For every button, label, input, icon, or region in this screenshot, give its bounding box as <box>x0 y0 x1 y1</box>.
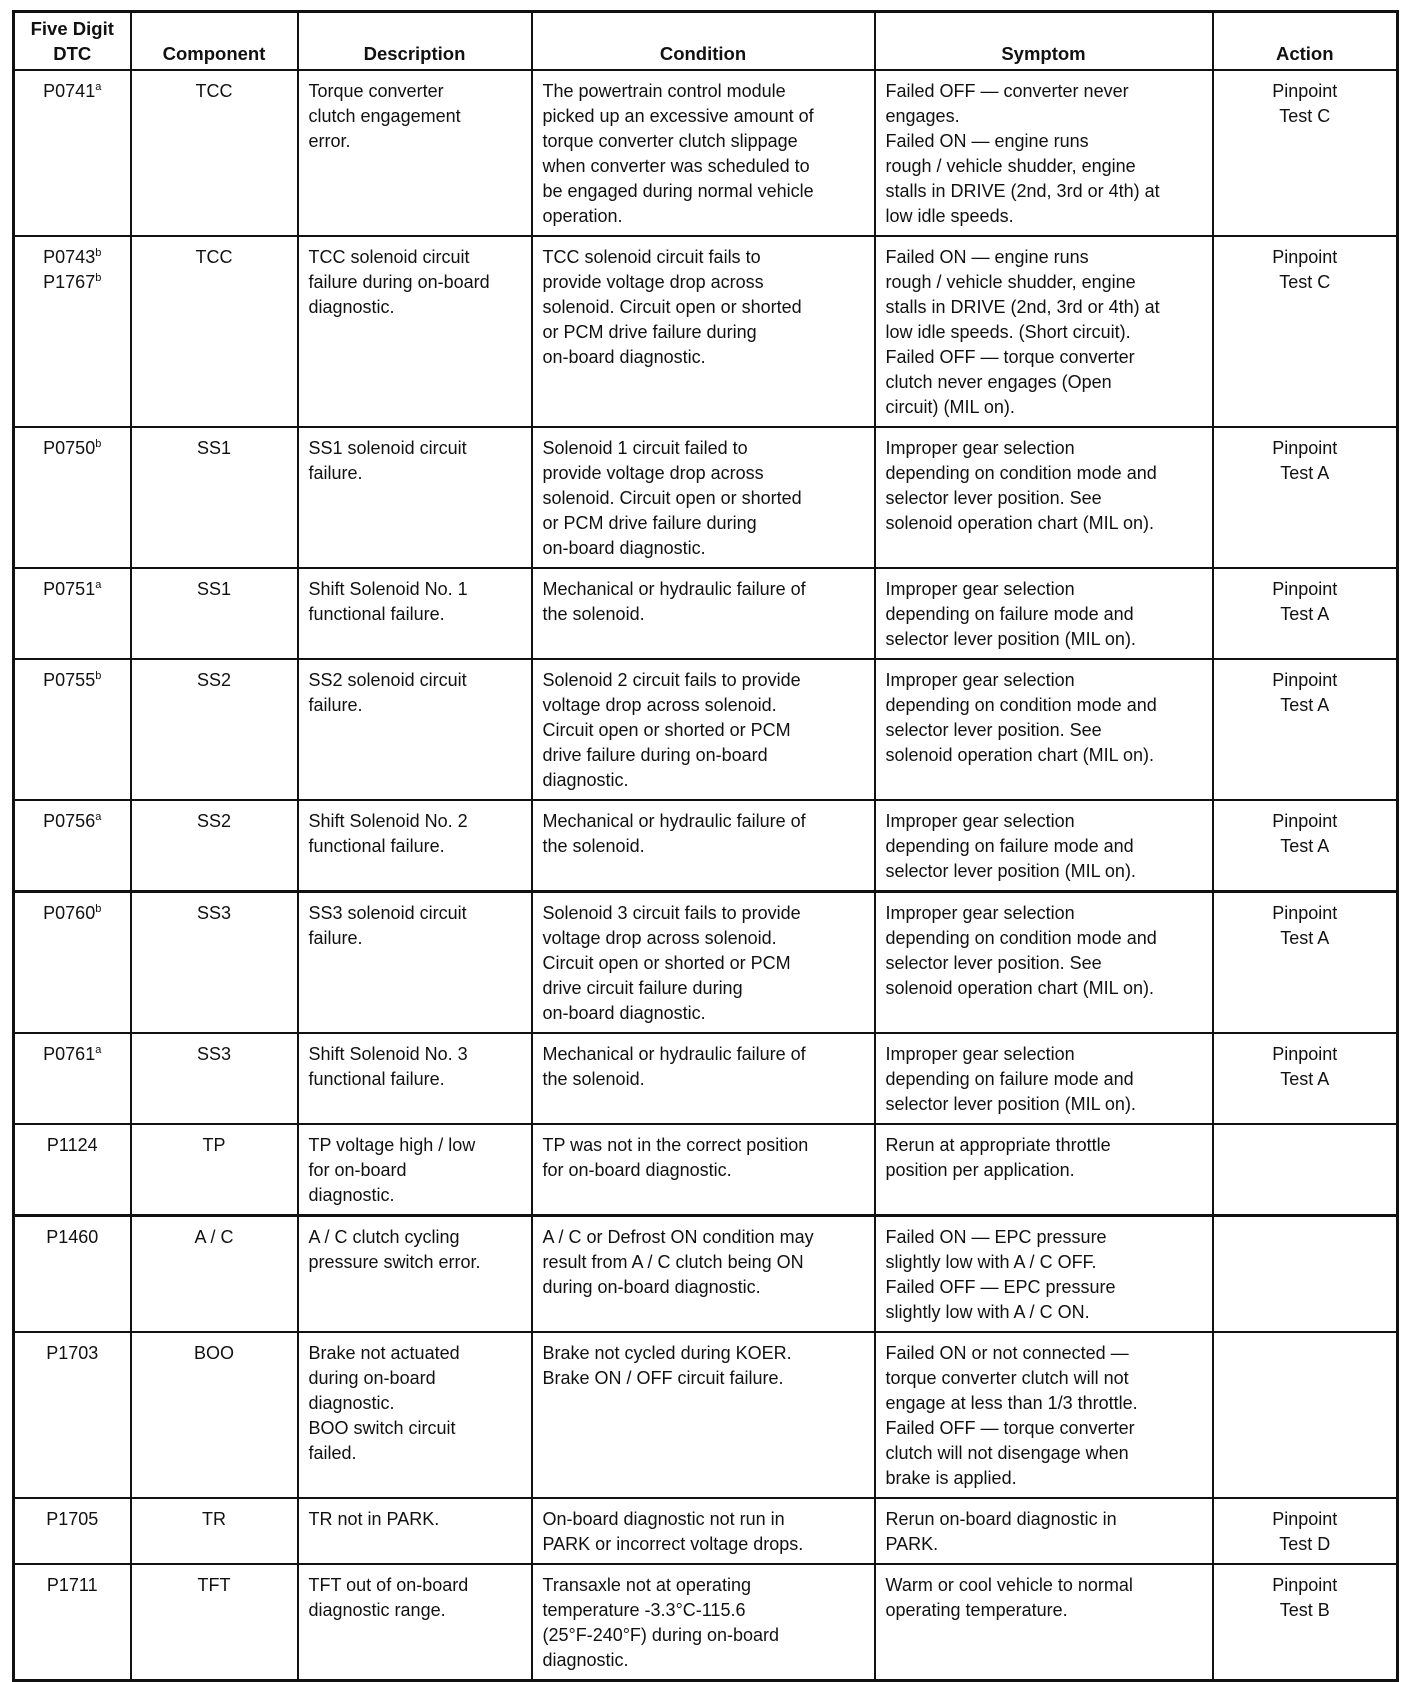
action-cell <box>1213 1564 1398 1681</box>
dtc-footnote-mark: b <box>95 271 102 284</box>
action-line: Test A <box>1280 927 1330 948</box>
condition-line: Mechanical or hydraulic failure of <box>542 810 806 831</box>
symptom-line: depending on failure mode and <box>885 835 1134 856</box>
dtc-table-page <box>12 10 1396 1670</box>
condition-cell <box>532 891 875 1033</box>
condition-line: solenoid. Circuit open or shorted <box>542 296 802 317</box>
condition-cell <box>532 800 875 892</box>
symptom-cell <box>875 800 1213 892</box>
symptom-cell <box>875 1498 1213 1564</box>
description-line: Brake not actuated <box>308 1342 460 1363</box>
symptom-line: slightly low with A / C ON. <box>885 1301 1090 1322</box>
symptom-line: selector lever position (MIL on). <box>885 628 1136 649</box>
condition-line: Solenoid 1 circuit failed to <box>542 437 748 458</box>
dtc-code <box>25 577 120 602</box>
symptom-line: Failed OFF — torque converter <box>885 346 1135 367</box>
header-action: Action <box>1213 12 1398 70</box>
dtc-code <box>25 809 120 834</box>
symptom-line: slightly low with A / C OFF. <box>885 1251 1097 1272</box>
symptom-line: depending on condition mode and <box>885 462 1157 483</box>
symptom-line: depending on failure mode and <box>885 603 1134 624</box>
action-cell <box>1213 427 1398 568</box>
action-cell <box>1213 891 1398 1033</box>
condition-cell <box>532 1215 875 1332</box>
dtc-code-cell <box>14 236 131 427</box>
description-cell <box>298 800 532 892</box>
symptom-line: rough / vehicle shudder, engine <box>885 155 1136 176</box>
condition-line: torque converter clutch slippage <box>542 130 798 151</box>
condition-line: diagnostic. <box>542 1649 629 1670</box>
action-line: Pinpoint <box>1272 246 1338 267</box>
condition-line: Circuit open or shorted or PCM <box>542 719 791 740</box>
description-line: functional failure. <box>308 603 445 624</box>
dtc-footnote-mark: a <box>95 1043 102 1056</box>
symptom-line: Rerun on-board diagnostic in <box>885 1508 1117 1529</box>
table-row <box>14 1498 1398 1564</box>
condition-line: on-board diagnostic. <box>542 1002 706 1023</box>
dtc-footnote-mark: a <box>95 80 102 93</box>
table-row <box>14 1124 1398 1216</box>
dtc-code <box>25 1507 120 1532</box>
symptom-cell <box>875 1124 1213 1216</box>
dtc-code-text: P1124 <box>46 1134 98 1155</box>
component-cell: SS1 <box>131 568 298 659</box>
dtc-code-text: P0755 <box>43 669 96 690</box>
dtc-code-cell <box>14 70 131 236</box>
action-line: Pinpoint <box>1272 80 1338 101</box>
table-row <box>14 1332 1398 1498</box>
condition-line: Mechanical or hydraulic failure of <box>542 578 806 599</box>
dtc-code-cell <box>14 1498 131 1564</box>
dtc-code-cell <box>14 891 131 1033</box>
table-row <box>14 659 1398 800</box>
description-line: pressure switch error. <box>308 1251 481 1272</box>
header-dtc-line2: DTC <box>53 42 92 64</box>
description-line: diagnostic range. <box>308 1599 446 1620</box>
action-line: Test A <box>1280 603 1330 624</box>
dtc-code-text: P0761 <box>43 1043 96 1064</box>
table-row <box>14 427 1398 568</box>
description-cell <box>298 1564 532 1681</box>
dtc-code <box>25 270 120 295</box>
header-symptom: Symptom <box>875 12 1213 70</box>
symptom-line: Failed ON or not connected — <box>885 1342 1129 1363</box>
table-row <box>14 800 1398 892</box>
description-line: functional failure. <box>308 835 445 856</box>
symptom-cell <box>875 1332 1213 1498</box>
condition-line: A / C or Defrost ON condition may <box>542 1226 814 1247</box>
condition-line: drive failure during on-board <box>542 744 768 765</box>
dtc-code-cell <box>14 1124 131 1216</box>
condition-line: during on-board diagnostic. <box>542 1276 761 1297</box>
condition-cell <box>532 1033 875 1124</box>
component-cell: A / C <box>131 1215 298 1332</box>
symptom-line: circuit) (MIL on). <box>885 396 1015 417</box>
component-cell: TCC <box>131 70 298 236</box>
symptom-line: Improper gear selection <box>885 578 1075 599</box>
condition-line: Circuit open or shorted or PCM <box>542 952 791 973</box>
symptom-line: selector lever position. See <box>885 952 1102 973</box>
dtc-code <box>25 79 120 104</box>
action-line: Test B <box>1279 1599 1330 1620</box>
condition-line: voltage drop across solenoid. <box>542 694 777 715</box>
dtc-code <box>25 1225 120 1250</box>
description-line: diagnostic. <box>308 296 395 317</box>
dtc-footnote-mark: a <box>95 578 102 591</box>
condition-line: when converter was scheduled to <box>542 155 810 176</box>
condition-line: result from A / C clutch being ON <box>542 1251 804 1272</box>
dtc-footnote-mark: b <box>95 246 102 259</box>
action-line: Test A <box>1280 694 1330 715</box>
symptom-cell <box>875 236 1213 427</box>
symptom-line: engage at less than 1/3 throttle. <box>885 1392 1138 1413</box>
component-cell: SS3 <box>131 1033 298 1124</box>
condition-cell <box>532 427 875 568</box>
table-row <box>14 568 1398 659</box>
symptom-cell <box>875 427 1213 568</box>
description-cell <box>298 891 532 1033</box>
description-line: BOO switch circuit <box>308 1417 456 1438</box>
condition-line: on-board diagnostic. <box>542 537 706 558</box>
symptom-cell <box>875 1033 1213 1124</box>
description-line: diagnostic. <box>308 1392 395 1413</box>
symptom-line: selector lever position (MIL on). <box>885 860 1136 881</box>
action-cell <box>1213 1124 1398 1216</box>
action-line: Test C <box>1279 105 1331 126</box>
condition-line: the solenoid. <box>542 835 645 856</box>
symptom-line: clutch will not disengage when <box>885 1442 1129 1463</box>
dtc-code <box>25 1573 120 1598</box>
condition-line: picked up an excessive amount of <box>542 105 814 126</box>
condition-line: the solenoid. <box>542 1068 645 1089</box>
description-line: clutch engagement <box>308 105 461 126</box>
component-cell: SS1 <box>131 427 298 568</box>
component-cell: TP <box>131 1124 298 1216</box>
description-line: during on-board <box>308 1367 436 1388</box>
dtc-table <box>12 10 1399 1682</box>
symptom-line: Improper gear selection <box>885 810 1075 831</box>
description-line: functional failure. <box>308 1068 445 1089</box>
symptom-line: Failed OFF — torque converter <box>885 1417 1135 1438</box>
dtc-code <box>25 1341 120 1366</box>
table-row <box>14 1033 1398 1124</box>
symptom-line: Improper gear selection <box>885 1043 1075 1064</box>
symptom-line: clutch never engages (Open <box>885 371 1112 392</box>
dtc-code-cell <box>14 1332 131 1498</box>
symptom-line: brake is applied. <box>885 1467 1017 1488</box>
condition-line: PARK or incorrect voltage drops. <box>542 1533 804 1554</box>
symptom-line: solenoid operation chart (MIL on). <box>885 512 1154 533</box>
component-cell: BOO <box>131 1332 298 1498</box>
symptom-line: operating temperature. <box>885 1599 1068 1620</box>
description-line: TFT out of on-board <box>308 1574 469 1595</box>
table-body <box>14 70 1398 1681</box>
condition-line: Transaxle not at operating <box>542 1574 751 1595</box>
dtc-code-text: P0750 <box>43 437 96 458</box>
action-line: Test D <box>1279 1533 1331 1554</box>
description-line: for on-board <box>308 1159 407 1180</box>
action-cell <box>1213 659 1398 800</box>
description-line: SS1 solenoid circuit <box>308 437 467 458</box>
condition-line: Brake ON / OFF circuit failure. <box>542 1367 784 1388</box>
condition-cell <box>532 1498 875 1564</box>
condition-cell <box>532 1124 875 1216</box>
dtc-code <box>25 668 120 693</box>
condition-line: TCC solenoid circuit fails to <box>542 246 761 267</box>
condition-line: provide voltage drop across <box>542 462 764 483</box>
header-condition: Condition <box>532 12 875 70</box>
symptom-line: solenoid operation chart (MIL on). <box>885 744 1154 765</box>
dtc-code-cell <box>14 427 131 568</box>
dtc-footnote-mark: b <box>95 437 102 450</box>
condition-line: provide voltage drop across <box>542 271 764 292</box>
action-line: Pinpoint <box>1272 437 1338 458</box>
dtc-code-cell <box>14 800 131 892</box>
description-line: TCC solenoid circuit <box>308 246 470 267</box>
dtc-code-cell <box>14 659 131 800</box>
action-cell <box>1213 236 1398 427</box>
action-cell <box>1213 800 1398 892</box>
action-line: Test A <box>1280 1068 1330 1089</box>
condition-line: solenoid. Circuit open or shorted <box>542 487 802 508</box>
condition-line: for on-board diagnostic. <box>542 1159 732 1180</box>
dtc-code-text: P1460 <box>46 1226 99 1247</box>
component-cell: SS3 <box>131 891 298 1033</box>
header-dtc <box>14 12 131 70</box>
symptom-line: stalls in DRIVE (2nd, 3rd or 4th) at <box>885 180 1160 201</box>
condition-cell <box>532 568 875 659</box>
dtc-code-text: P1711 <box>46 1574 98 1595</box>
symptom-line: selector lever position. See <box>885 719 1102 740</box>
action-cell <box>1213 1498 1398 1564</box>
symptom-line: Warm or cool vehicle to normal <box>885 1574 1133 1595</box>
condition-cell <box>532 236 875 427</box>
symptom-line: selector lever position. See <box>885 487 1102 508</box>
dtc-code <box>25 1042 120 1067</box>
condition-line: The powertrain control module <box>542 80 786 101</box>
dtc-code-cell <box>14 1033 131 1124</box>
description-line: failure. <box>308 694 363 715</box>
symptom-line: depending on condition mode and <box>885 694 1157 715</box>
symptom-line: Failed ON — engine runs <box>885 130 1089 151</box>
symptom-line: Improper gear selection <box>885 437 1075 458</box>
dtc-code-text: P0741 <box>43 80 96 101</box>
symptom-line: Failed ON — engine runs <box>885 246 1089 267</box>
component-cell: TCC <box>131 236 298 427</box>
dtc-code-text: P0743 <box>43 246 96 267</box>
description-line: diagnostic. <box>308 1184 395 1205</box>
symptom-line: Rerun at appropriate throttle <box>885 1134 1111 1155</box>
symptom-line: Improper gear selection <box>885 669 1075 690</box>
table-header-row <box>14 12 1398 70</box>
symptom-line: Failed OFF — converter never <box>885 80 1129 101</box>
dtc-code-text: P1705 <box>46 1508 99 1529</box>
table-row <box>14 236 1398 427</box>
condition-line: be engaged during normal vehicle <box>542 180 814 201</box>
action-cell <box>1213 1332 1398 1498</box>
description-line: failed. <box>308 1442 357 1463</box>
header-component: Component <box>131 12 298 70</box>
action-line: Pinpoint <box>1272 1043 1338 1064</box>
description-line: Shift Solenoid No. 3 <box>308 1043 468 1064</box>
description-cell <box>298 1498 532 1564</box>
dtc-code-cell <box>14 1215 131 1332</box>
condition-cell <box>532 1564 875 1681</box>
dtc-code <box>25 1133 120 1158</box>
component-cell: SS2 <box>131 659 298 800</box>
action-line: Test C <box>1279 271 1331 292</box>
dtc-code-text: P0756 <box>43 810 96 831</box>
symptom-cell <box>875 891 1213 1033</box>
condition-line: on-board diagnostic. <box>542 346 706 367</box>
symptom-cell <box>875 70 1213 236</box>
description-line: TR not in PARK. <box>308 1508 440 1529</box>
header-description: Description <box>298 12 532 70</box>
action-cell <box>1213 70 1398 236</box>
condition-cell <box>532 70 875 236</box>
symptom-line: low idle speeds. (Short circuit). <box>885 321 1131 342</box>
description-cell <box>298 1033 532 1124</box>
condition-line: Mechanical or hydraulic failure of <box>542 1043 806 1064</box>
dtc-footnote-mark: a <box>95 810 102 823</box>
dtc-footnote-mark: b <box>95 902 102 915</box>
symptom-cell <box>875 659 1213 800</box>
dtc-code <box>25 436 120 461</box>
dtc-code <box>25 245 120 270</box>
condition-line: temperature -3.3°C-115.6 <box>542 1599 746 1620</box>
dtc-footnote-mark: b <box>95 669 102 682</box>
action-line: Pinpoint <box>1272 1508 1338 1529</box>
table-row <box>14 891 1398 1033</box>
dtc-code-cell <box>14 1564 131 1681</box>
description-line: failure. <box>308 462 363 483</box>
table-row <box>14 1564 1398 1681</box>
symptom-line: depending on failure mode and <box>885 1068 1134 1089</box>
action-line: Pinpoint <box>1272 1574 1338 1595</box>
description-cell <box>298 1332 532 1498</box>
description-line: SS3 solenoid circuit <box>308 902 467 923</box>
header-dtc-line1: Five Digit <box>30 17 114 39</box>
symptom-line: selector lever position (MIL on). <box>885 1093 1136 1114</box>
description-line: failure during on-board <box>308 271 490 292</box>
description-line: SS2 solenoid circuit <box>308 669 467 690</box>
description-line: failure. <box>308 927 363 948</box>
symptom-line: depending on condition mode and <box>885 927 1157 948</box>
dtc-code-text: P1703 <box>46 1342 99 1363</box>
condition-line: or PCM drive failure during <box>542 321 757 342</box>
description-cell <box>298 568 532 659</box>
dtc-code-text: P0751 <box>43 578 96 599</box>
description-line: Shift Solenoid No. 1 <box>308 578 468 599</box>
description-cell <box>298 427 532 568</box>
action-cell <box>1213 1033 1398 1124</box>
condition-line: the solenoid. <box>542 603 645 624</box>
condition-line: (25°F-240°F) during on-board <box>542 1624 780 1645</box>
symptom-line: position per application. <box>885 1159 1075 1180</box>
condition-line: Solenoid 2 circuit fails to provide <box>542 669 801 690</box>
table-row <box>14 1215 1398 1332</box>
description-line: Shift Solenoid No. 2 <box>308 810 468 831</box>
component-cell: SS2 <box>131 800 298 892</box>
condition-line: or PCM drive failure during <box>542 512 757 533</box>
dtc-code-text: P1767 <box>43 271 96 292</box>
table-row <box>14 70 1398 236</box>
description-line: Torque converter <box>308 80 444 101</box>
action-line: Test A <box>1280 835 1330 856</box>
description-line: A / C clutch cycling <box>308 1226 460 1247</box>
action-line: Pinpoint <box>1272 810 1338 831</box>
dtc-code <box>25 901 120 926</box>
symptom-line: solenoid operation chart (MIL on). <box>885 977 1154 998</box>
symptom-line: low idle speeds. <box>885 205 1014 226</box>
action-line: Pinpoint <box>1272 669 1338 690</box>
condition-cell <box>532 659 875 800</box>
symptom-line: Failed OFF — EPC pressure <box>885 1276 1116 1297</box>
description-cell <box>298 1124 532 1216</box>
symptom-cell <box>875 1215 1213 1332</box>
action-cell <box>1213 568 1398 659</box>
component-cell: TFT <box>131 1564 298 1681</box>
symptom-line: PARK. <box>885 1533 939 1554</box>
description-line: error. <box>308 130 351 151</box>
condition-line: diagnostic. <box>542 769 629 790</box>
symptom-line: stalls in DRIVE (2nd, 3rd or 4th) at <box>885 296 1160 317</box>
condition-line: voltage drop across solenoid. <box>542 927 777 948</box>
symptom-line: Improper gear selection <box>885 902 1075 923</box>
description-cell <box>298 1215 532 1332</box>
condition-line: drive circuit failure during <box>542 977 743 998</box>
action-line: Test A <box>1280 462 1330 483</box>
dtc-code-text: P0760 <box>43 902 96 923</box>
symptom-line: engages. <box>885 105 960 126</box>
description-cell <box>298 236 532 427</box>
symptom-cell <box>875 568 1213 659</box>
symptom-cell <box>875 1564 1213 1681</box>
condition-cell <box>532 1332 875 1498</box>
action-line: Pinpoint <box>1272 902 1338 923</box>
description-line: TP voltage high / low <box>308 1134 476 1155</box>
condition-line: Solenoid 3 circuit fails to provide <box>542 902 801 923</box>
action-cell <box>1213 1215 1398 1332</box>
symptom-line: rough / vehicle shudder, engine <box>885 271 1136 292</box>
action-line: Pinpoint <box>1272 578 1338 599</box>
description-cell <box>298 659 532 800</box>
condition-line: operation. <box>542 205 623 226</box>
component-cell: TR <box>131 1498 298 1564</box>
condition-line: On-board diagnostic not run in <box>542 1508 785 1529</box>
description-cell <box>298 70 532 236</box>
symptom-line: Failed ON — EPC pressure <box>885 1226 1107 1247</box>
condition-line: TP was not in the correct position <box>542 1134 809 1155</box>
dtc-code-cell <box>14 568 131 659</box>
condition-line: Brake not cycled during KOER. <box>542 1342 792 1363</box>
symptom-line: torque converter clutch will not <box>885 1367 1129 1388</box>
